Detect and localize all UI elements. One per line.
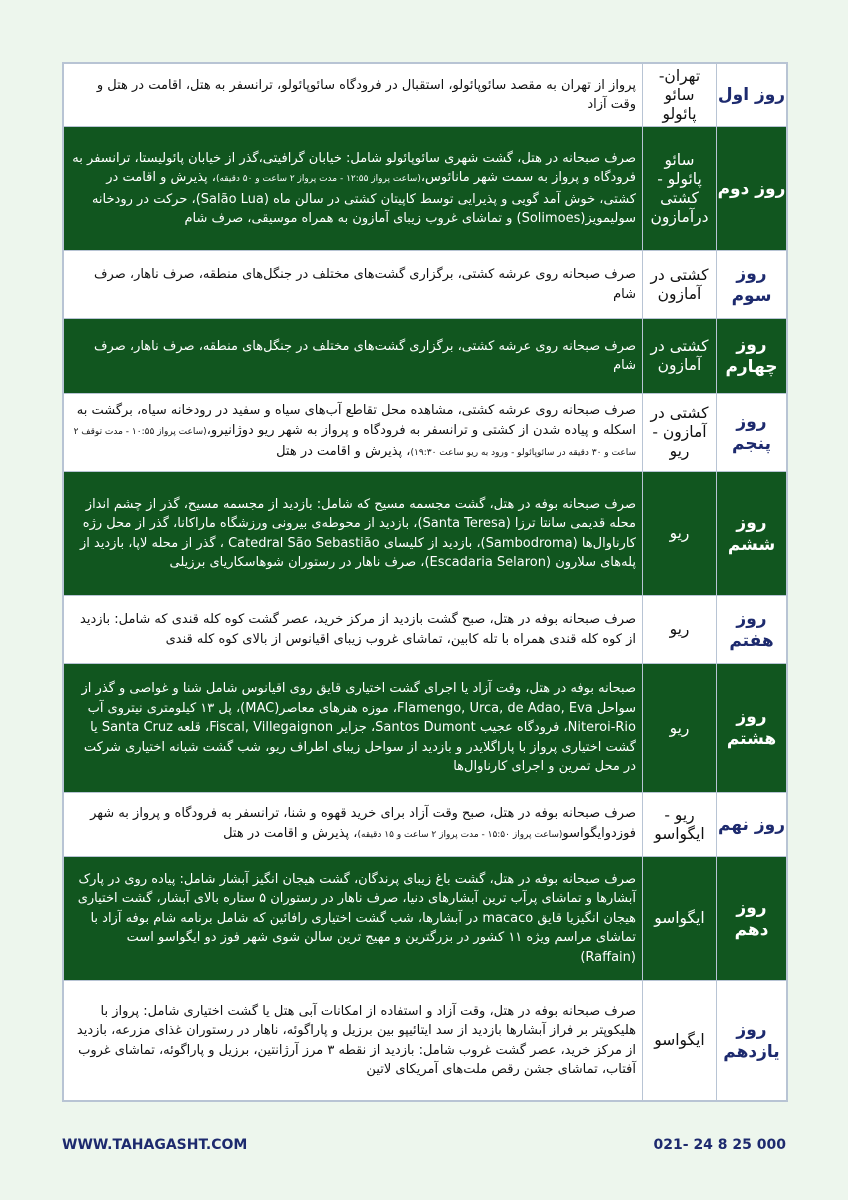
description-text: صرف صبحانه بوفه در هتل، گشت باغ زیبای پرندگان، گشت هیجان انگیز آبشار شامل: پیاده روی در پارک آبشارها و تماشای پرآب ترین آبشارهای دنیا، صرف ناهار در رستوران ۵ ستاره بالای آبشار، گشت اختیاری هیجان انگیزیا قایق macaco در آبشارها، شب گشت اختیاری رافائین که شامل برنامه شام بوفه آزاد با تماشای مراسم ویژه ۱۱ کشور در بزرگترین و مهیج ترین سالن شوی شهر فوز دو ایگواسو است (Raffain) [77,871,636,965]
itinerary-row-day-4 [64,319,787,394]
day-label: روز پنجم [717,394,787,472]
day-description [64,981,643,1101]
itinerary-row-day-1 [64,64,787,127]
day-description [64,793,643,857]
city-label: ریو [643,472,717,596]
day-description [64,472,643,596]
itinerary-row-day-2 [64,127,787,251]
description-text: پرواز از تهران به مقصد سائوپائولو، استقبال در فرودگاه سائوپائولو، ترانسفر به هتل، اقامت در هتل و وقت آزاد [96,77,636,112]
day-label: روز دهم [717,857,787,981]
description-text: صبحانه بوفه در هتل، وقت آزاد یا اجرای گشت اختیاری قایق روی اقیانوس شامل شنا و غواصی و گذر از سواحل Flamengo, Urca, de Adao, Eva، موزه هنرهای معاصر(MAC)، پل ۱۳ کیلومتری نیتروی آب Niteroi-Rio، فرودگاه عجیب Santos Dumont، جزایر Fiscal, Villegaignon، قلعه Santa Cruz یا گشت اختیاری پرواز با پاراگلایدر و بازدید از سواحل زیبای اطراف ریو، شب گشت شبانه اختیاری شرکت در محل تمرین و اجرای کارناوال‌ها [81,681,636,775]
city-label: سائو پائولو - کشتی درآمازون [643,127,717,251]
city-label: کشتی در آمازون - ریو [643,394,717,472]
day-label: روز چهارم [717,319,787,394]
city-label: ایگواسو [643,857,717,981]
day-label: روز اول [717,64,787,127]
page-footer [62,1137,786,1155]
day-label: روز یازدهم [717,981,787,1101]
day-description [64,596,643,664]
description-text: صرف صبحانه در هتل، گشت شهری سائوپائولو شامل: خیابان گرافیتی،گذر از خیابان پائولیستا، ترانسفر به فرودگاه و پرواز به سمت شهر مانائوس، [72,150,636,185]
city-label: ریو [643,596,717,664]
day-description [64,857,643,981]
city-label: ریو - ایگواسو [643,793,717,857]
day-description [64,394,643,472]
description-text-continued: ، پذیرش و اقامت در هتل [223,825,358,841]
description-text: صرف صبحانه بوفه در هتل، گشت مجسمه مسیح که شامل: بازدید از مجسمه مسیح، گذر از چشم انداز محله قدیمی سانتا ترزا (Santa Teresa)، بازدید از محوطه‌ی بیرونی ورزشگاه ماراکانا، گذر از محل رژه کارناوال‌ها (Sambodroma)، بازدید از کلیسای Catedral São Sebastião ، گذر از محله لاپا، بازدید از پله‌های سلارون (Escadaria Selaron)، صرف ناهار در رستوران شوهاسکاریای برزیلی [79,496,636,570]
itinerary-row-day-6 [64,472,787,596]
itinerary-table [63,63,787,1101]
itinerary-row-day-9 [64,793,787,857]
day-label: روز سوم [717,251,787,319]
day-description [64,251,643,319]
day-description [64,64,643,127]
city-label: تهران- سائو پائولو [643,64,717,127]
day-label: روز ششم [717,472,787,596]
description-text: صرف صبحانه بوفه در هتل، وقت آزاد و استفاده از امکانات آبی هتل یا گشت اختیاری شامل: پرواز با هلیکوپتر بر فراز آبشارها بازدید از سد ایتائیپو بین برزیل و پاراگوئه، ناهار در رستوران غذای مزرعه، بازدید از مرکز خرید، عصر گشت غروب شامل: بازدید از نقطه ۳ مرز آرژانتین، برزیل و پاراگوئه، تماشای غروب آفتاب، تماشای جشن رقص ملت‌های آمریکای لاتین [76,1003,636,1077]
day-description [64,127,643,251]
itinerary-row-day-5 [64,394,787,472]
description-text-continued: ، پذیرش و اقامت در کشتی، خوش آمد گویی و پذیرایی توسط کاپیتان کشتی در سالن ماه (Salão Lua)، حرکت در رودخانه سولیمویز(Solimoes) و تماشای غروب زیبای آمازون به همراه موسیقی، صرف شام [91,170,636,226]
description-text: صرف صبحانه بوفه در هتل، صبح گشت بازدید از مرکز خرید، عصر گشت کوه کله قندی که شامل: بازدید از کوه کله قندی همراه با تله کابین، تماشای غروب زیبای اقیانوس از بالای کوه کله قندی [80,612,636,647]
day-label: روز هفتم [717,596,787,664]
flight-note: (ساعت پرواز ۱۵:۵۰ - مدت پرواز ۲ ساعت و ۱۵ دقیقه) [357,829,563,840]
flight-note: (ساعت پرواز ۱۲:۵۵ - مدت پرواز ۲ ساعت و ۵۰ دقیقه) [215,174,421,184]
city-label: ریو [643,664,717,793]
city-label: کشتی در آمازون [643,251,717,319]
description-text: صرف صبحانه روی عرشه کشتی، برگزاری گشت‌های مختلف در جنگل‌های منطقه، صرف ناهار، صرف شام [94,338,636,373]
itinerary-row-day-10 [64,857,787,981]
description-text-continued: ، پذیرش و اقامت در هتل [276,444,411,460]
itinerary-table-frame [62,62,788,1102]
itinerary-row-day-8 [64,664,787,793]
itinerary-row-day-3 [64,251,787,319]
phone-number: 021- 24 8 25 000 [653,1137,786,1153]
day-label: روز نهم [717,793,787,857]
city-label: ایگواسو [643,981,717,1101]
description-text: صرف صبحانه روی عرشه کشتی، مشاهده محل تقاطع آب‌های سیاه و سفید در رودخانه سیاه، برگشت به اسکله و پیاده شدن از کشتی و ترانسفر به فرودگاه و پرواز به شهر ریو دوژانیرو، [76,403,636,438]
day-description [64,319,643,394]
day-label: روز دوم [717,127,787,251]
day-description [64,664,643,793]
itinerary-row-day-7 [64,596,787,664]
flight-note: (ساعت پرواز ۱۰:۵۵ - مدت توقف ۲ ساعت و ۳۰ دقیقه در سائوپائولو - ورود به ریو ساعت ۱۹:۳۰) [73,426,636,459]
description-text: صرف صبحانه روی عرشه کشتی، برگزاری گشت‌های مختلف در جنگل‌های منطقه، صرف ناهار، صرف شام [94,267,636,302]
description-text: صرف صبحانه بوفه در هتل، صبح وقت آزاد برای خرید قهوه و شنا، ترانسفر به فرودگاه و پرواز به شهر فوزدوایگواسو [90,806,636,841]
itinerary-row-day-11 [64,981,787,1101]
website-link[interactable]: WWW.TAHAGASHT.COM [62,1137,248,1153]
day-label: روز هشتم [717,664,787,793]
city-label: کشتی در آمازون [643,319,717,394]
